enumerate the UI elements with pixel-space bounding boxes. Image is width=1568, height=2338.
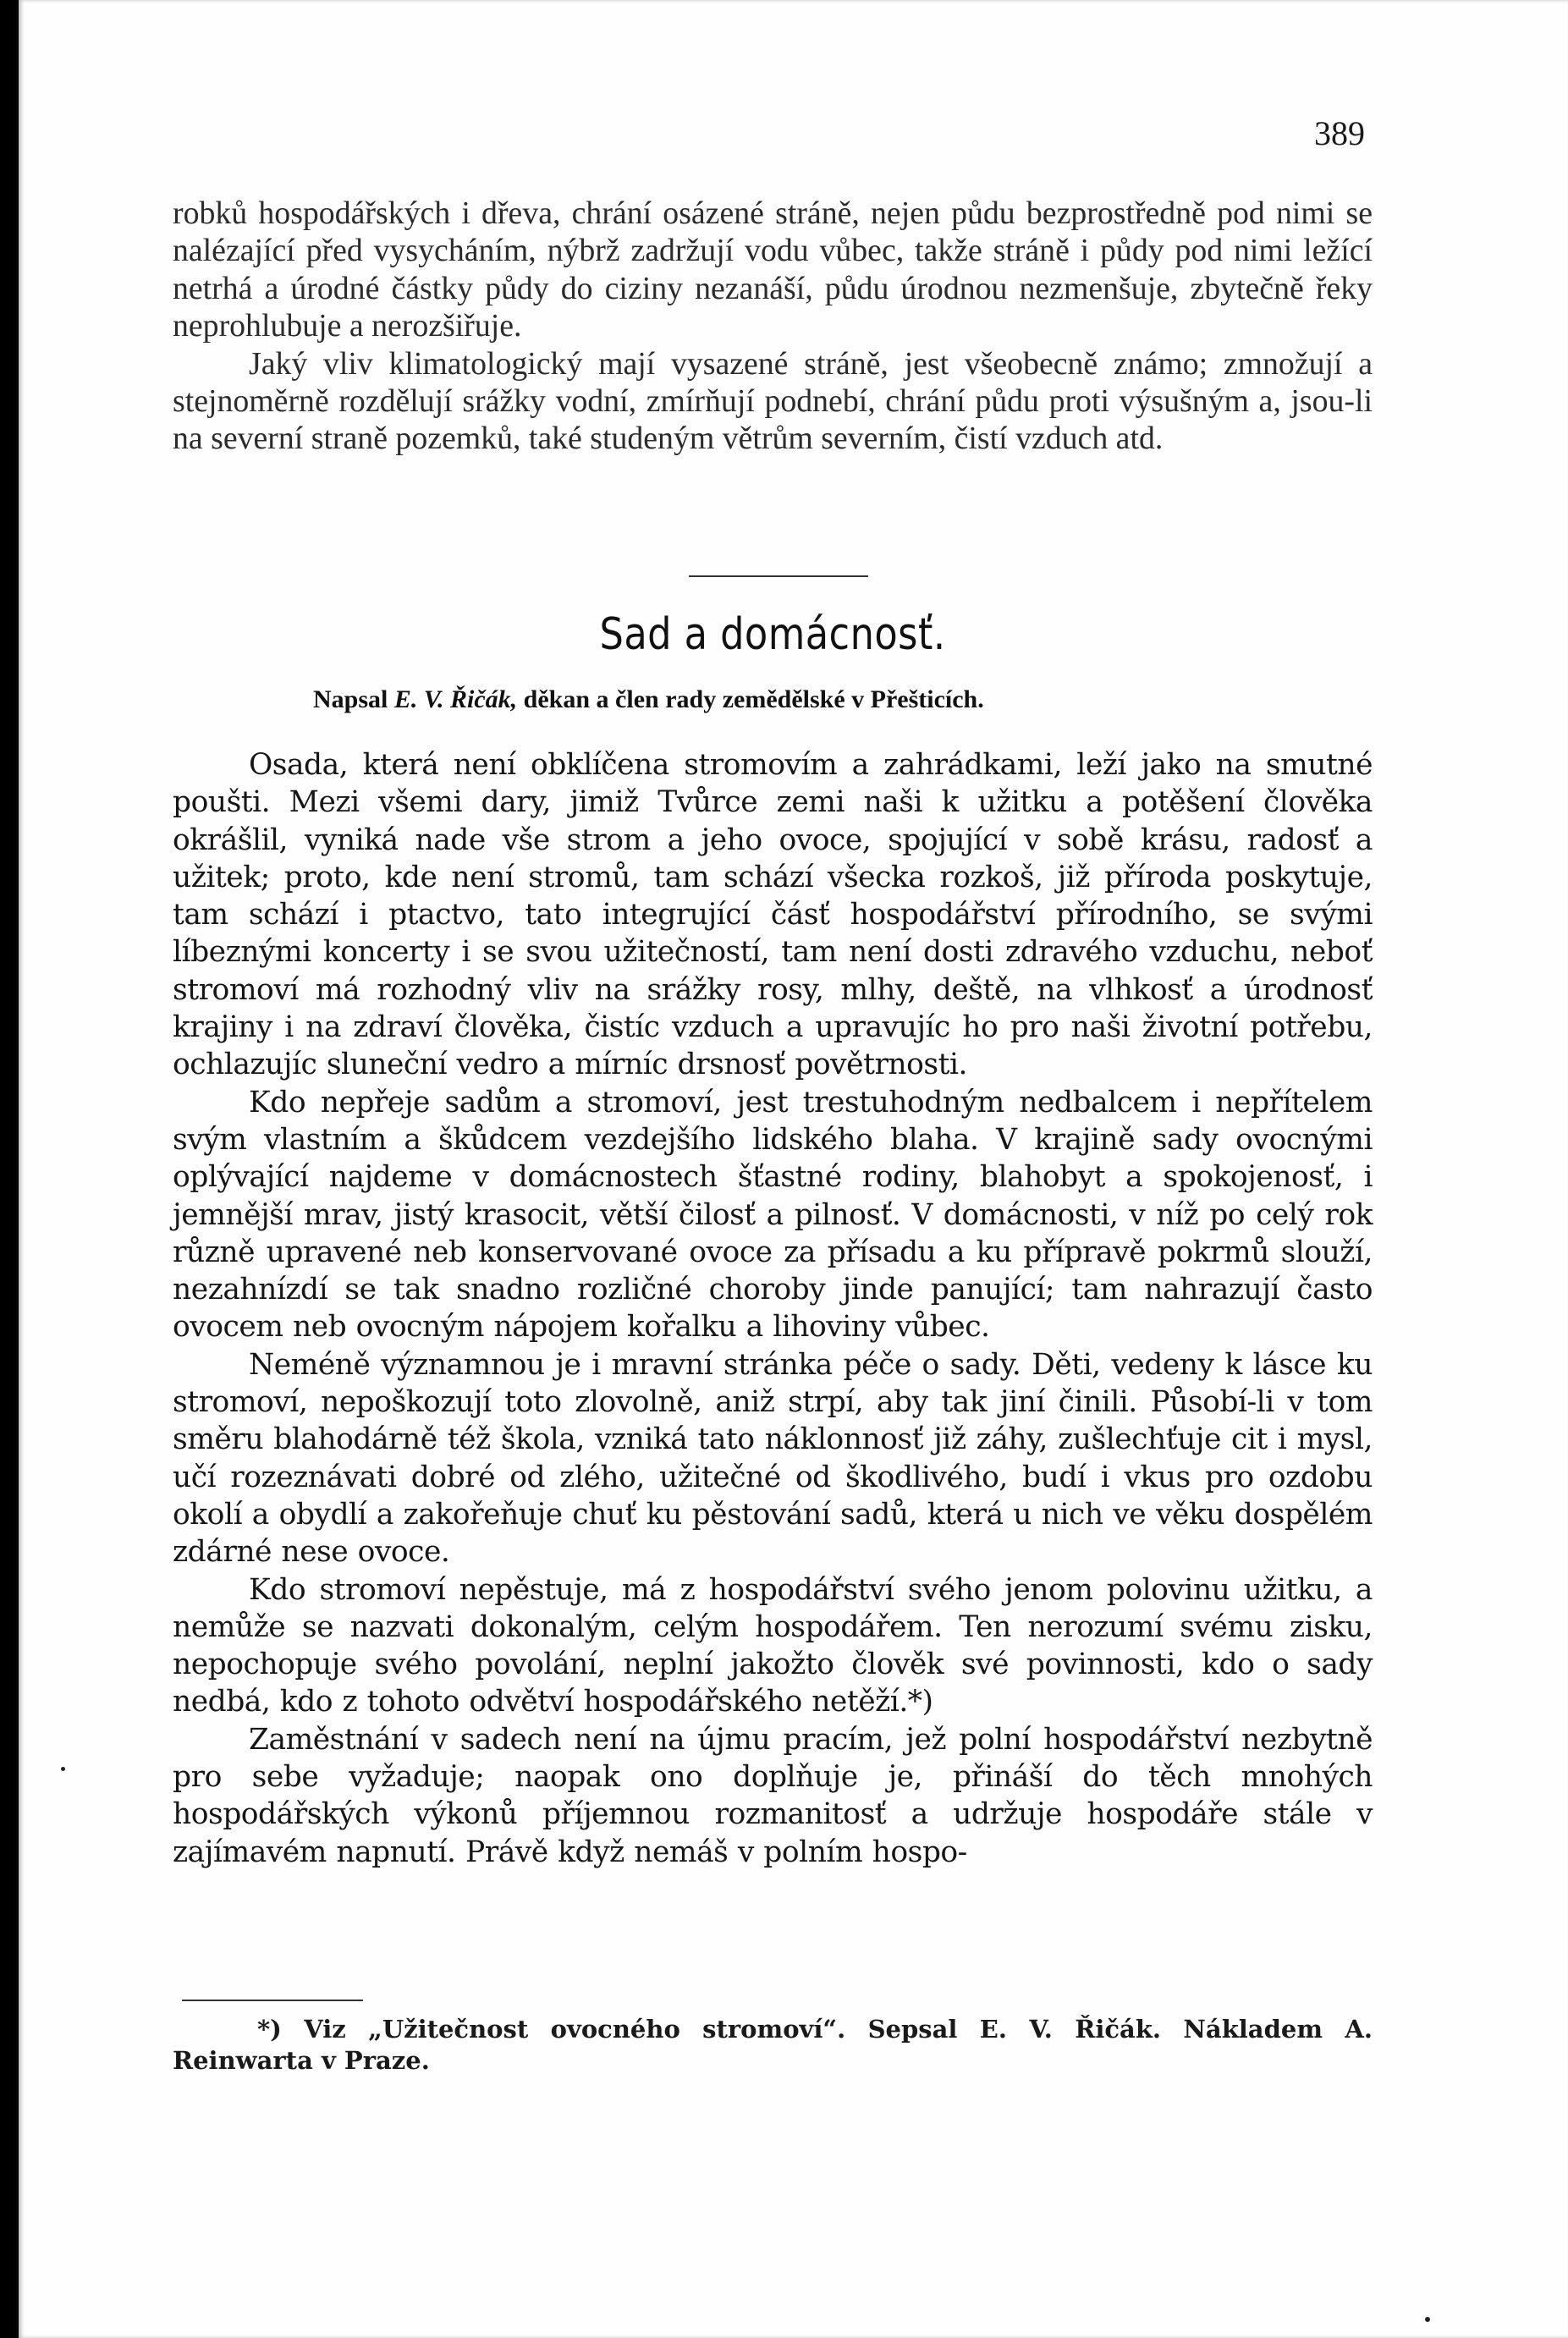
footnote	[173, 2014, 1373, 2077]
footnote-rule	[182, 2000, 363, 2001]
section-body	[173, 746, 1373, 1871]
book-page	[19, 0, 1568, 2338]
paragraph: Kdo stromoví nepěstuje, má z hospodářství svého jenom polovinu užitku, a nemůže se nazvati dokonalým, celým hospodářem. Ten nerozumí svému zisku, nepochopuje svého povolání, neplní jakožto člověk své povinnosti, kdo o sady nedbá, kdo z tohoto odvětví hospodářského netěží.*)	[173, 1572, 1373, 1719]
page-number: 389	[1314, 114, 1365, 152]
scan-speck	[61, 1767, 65, 1771]
paragraph: Kdo nepřeje sadům a stromoví, jest trestuhodným nedbalcem i nepřítelem svým vlastním a škůdcem vezdejšího lidského blaha. V krajině sady ovocnými oplývající najdeme v domácnostech šťastné rodiny, blahobyt a spokojenosť, i jemnější mrav, jistý krasocit, větší čilosť a pilnosť. V domácnosti, v níž po celý rok různě upravené neb konservované ovoce za přísadu a ku přípravě pokrmů slouží, nezahnízdí se tak snadno rozličné choroby jinde panující; tam nahrazují často ovocem neb ovocným nápojem kořalku a lihoviny vůbec.	[173, 1085, 1373, 1345]
scan-speck	[1425, 2317, 1430, 2322]
byline	[313, 685, 984, 714]
section-title: Sad a domácnosť.	[599, 609, 946, 660]
byline-author: E. V. Řičák,	[393, 685, 518, 713]
paragraph: Jaký vliv klimatologický mají vysazené stráně, jest všeobecně známo; zmnožují a stejnoměrně rozdělují srážky vodní, zmírňují podnebí, chrání půdu proti výsušným a, jsou-li na severní straně pozemků, také studeným větrům severním, čistí vzduch atd.	[173, 345, 1373, 457]
continued-text	[173, 195, 1373, 458]
paragraph: Osada, která není obklíčena stromovím a zahrádkami, leží jako na smutné poušti. Mezi všemi dary, jimiž Tvůrce zemi naši k užitku a potěšení člověka okrášlil, vyniká nade vše strom a jeho ovoce, spojující v sobě krásu, radosť a užitek; proto, kde není stromů, tam schází všecka rozkoš, již příroda poskytuje, tam schází i ptactvo, tato integrující čásť hospodářství přírodního, se svými líbeznými koncerty i se svou užitečností, tam není dosti zdravého vzduchu, neboť stromoví má rozhodný vliv na srážky rosy, mlhy, deště, na vlhkosť a úrodnosť krajiny i na zdraví člověka, čistíc vzduch a upravujíc ho pro naši životní potřebu, ochlazujíc sluneční vedro a mírníc drsnosť povětrnosti.	[173, 748, 1373, 1082]
section-divider	[689, 575, 868, 577]
byline-suffix: děkan a člen rady zemědělské v Přešticích.	[517, 685, 984, 713]
footnote-text: *) Viz „Užitečnost ovocného stromoví“. Sepsal E. V. Řičák. Nákladem A. Reinwarta v Praze.	[173, 2015, 1373, 2075]
paragraph: robků hospodářských i dřeva, chrání osázené stráně, nejen půdu bezprostředně pod nimi se nalézající před vysycháním, nýbrž zadržují vodu vůbec, takže stráně i půdy pod nimi ležící netrhá a úrodné částky půdy do ciziny nezanáší, půdu úrodnou nezmenšuje, zbytečně řeky neprohlubuje a nerozšiřuje.	[173, 195, 1373, 344]
paragraph: Neméně významnou je i mravní stránka péče o sady. Děti, vedeny k lásce ku stromoví, nepoškozují toto zlovolně, aniž strpí, aby tak jiní činili. Působí-li v tom směru blahodárně též škola, vzniká tato náklonnosť již záhy, zušlechťuje cit i mysl, učí rozeznávati dobré od zlého, užitečné od škodlivého, budí i vkus pro ozdobu okolí a obydlí a zakořeňuje chuť ku pěstování sadů, která u nich ve věku dospělém zdárné nese ovoce.	[173, 1347, 1373, 1570]
paragraph: Zaměstnání v sadech není na újmu pracím, jež polní hospodářství nezbytně pro sebe vyžaduje; naopak ono doplňuje je, přináší do těch mnohých hospodářských výkonů příjemnou rozmanitosť a udržuje hospodáře stále v zajímavém napnutí. Právě když nemáš v polním hospo-	[173, 1722, 1373, 1869]
byline-prefix: Napsal	[313, 685, 394, 713]
